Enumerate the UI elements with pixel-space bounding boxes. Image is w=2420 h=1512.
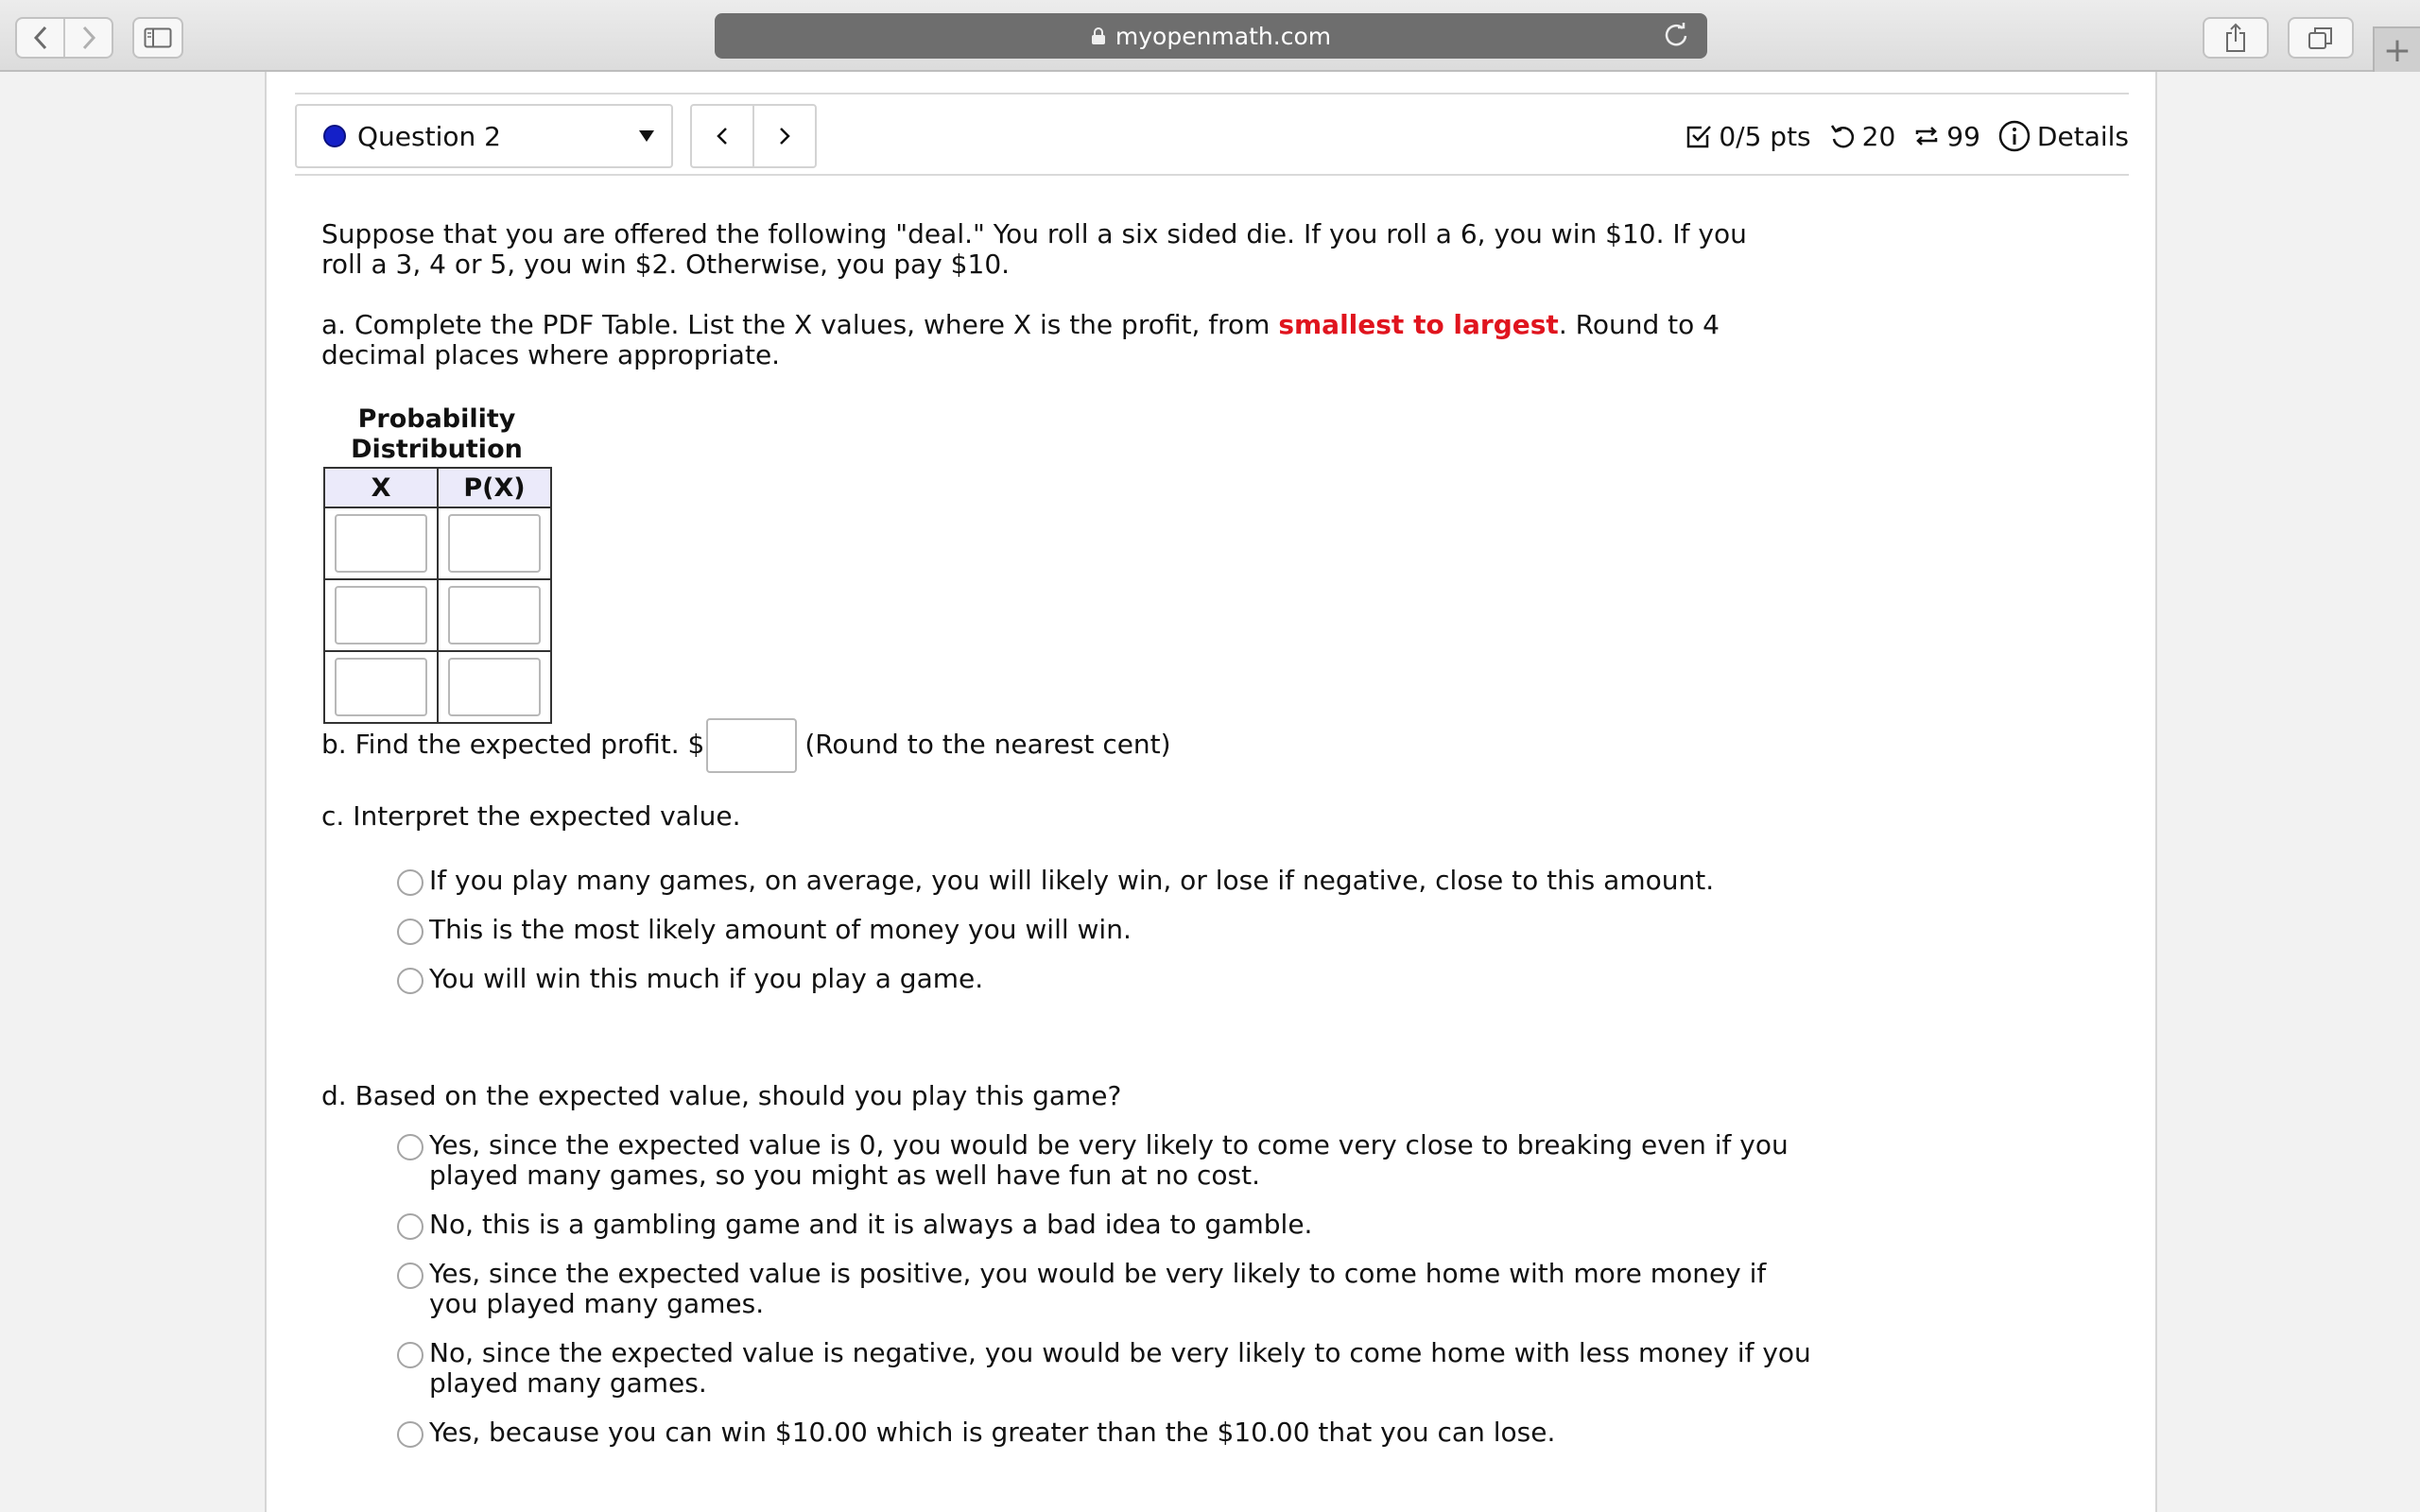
option-label: No, this is a gambling game and it is always a bad idea to gamble. bbox=[429, 1209, 1313, 1240]
x-value-input[interactable] bbox=[335, 658, 427, 716]
option-label-line-1: Yes, since the expected value is positive, you would be very likely to come home with more money if bbox=[429, 1258, 1767, 1289]
chevron-right-icon bbox=[778, 126, 791, 146]
attempts-count: 99 bbox=[1946, 120, 1980, 152]
table-row bbox=[324, 651, 551, 723]
option-label-line-2: played many games. bbox=[429, 1367, 707, 1399]
part-b-prompt bbox=[321, 716, 1171, 773]
new-tab-button[interactable]: + bbox=[2373, 26, 2420, 72]
retries-status bbox=[1828, 121, 1896, 152]
show-tabs-button[interactable] bbox=[2288, 17, 2354, 59]
table-row bbox=[324, 507, 551, 579]
details-label: Details bbox=[2036, 120, 2129, 152]
part-c-option[interactable] bbox=[397, 964, 983, 994]
dropdown-caret-icon bbox=[639, 130, 654, 142]
history-nav bbox=[15, 17, 113, 59]
option-label: You will win this much if you play a game. bbox=[429, 963, 984, 994]
question-pager bbox=[690, 104, 817, 168]
info-icon bbox=[1997, 119, 2031, 153]
x-value-input[interactable] bbox=[335, 514, 427, 573]
probability-input[interactable] bbox=[448, 658, 541, 716]
undo-icon bbox=[1828, 122, 1857, 150]
attempts-status bbox=[1912, 121, 1980, 152]
intro-line-1: Suppose that you are offered the following "deal." You roll a six sided die. If you roll a 6, you win $10. If you bbox=[321, 218, 1747, 249]
repeat-icon bbox=[1912, 122, 1941, 150]
probability-input[interactable] bbox=[448, 514, 541, 573]
question-content bbox=[295, 93, 2129, 1448]
question-status-dot bbox=[323, 125, 346, 147]
option-label-line-2: you played many games. bbox=[429, 1288, 765, 1319]
option-label bbox=[429, 1338, 1811, 1399]
part-b-hint: (Round to the nearest cent) bbox=[804, 729, 1171, 760]
option-label-line-1: Yes, since the expected value is 0, you would be very likely to come very close to breaking even if you bbox=[429, 1129, 1789, 1160]
radio-button[interactable] bbox=[397, 869, 424, 896]
share-button[interactable] bbox=[2203, 17, 2269, 59]
expected-profit-input[interactable] bbox=[706, 718, 797, 773]
part-b-text: b. Find the expected profit. $ bbox=[321, 729, 705, 760]
option-label-line-1: No, since the expected value is negative, you would be very likely to come home with less money if you bbox=[429, 1337, 1811, 1368]
part-a-text: a. Complete the PDF Table. List the X values, where X is the profit, from bbox=[321, 309, 1279, 340]
part-d-option[interactable] bbox=[397, 1418, 1555, 1448]
next-question-button[interactable] bbox=[752, 106, 815, 166]
part-a-prompt bbox=[321, 310, 1720, 370]
browser-toolbar bbox=[0, 0, 2420, 72]
part-d-option[interactable] bbox=[397, 1338, 1811, 1399]
assessment-page bbox=[265, 72, 2157, 1512]
tabs-overview-icon bbox=[2308, 26, 2334, 50]
reload-icon bbox=[1662, 21, 1690, 49]
reload-button[interactable] bbox=[1662, 21, 1690, 55]
part-c-option[interactable] bbox=[397, 866, 1714, 896]
part-a-line-2: decimal places where appropriate. bbox=[321, 339, 781, 370]
table-header-row bbox=[324, 468, 551, 507]
question-stats bbox=[1668, 117, 2129, 155]
intro-line-2: roll a 3, 4 or 5, you win $2. Otherwise, you pay $10. bbox=[321, 249, 1011, 280]
question-select-label: Question 2 bbox=[357, 120, 501, 152]
sidebar-icon bbox=[144, 27, 172, 48]
column-header-x: X bbox=[324, 468, 438, 507]
part-d-option[interactable] bbox=[397, 1210, 1312, 1240]
part-c-option[interactable] bbox=[397, 915, 1132, 945]
radio-button[interactable] bbox=[397, 1263, 424, 1289]
radio-button[interactable] bbox=[397, 1342, 424, 1368]
radio-button[interactable] bbox=[397, 1134, 424, 1160]
part-d-prompt: d. Based on the expected value, should you play this game? bbox=[321, 1080, 1122, 1111]
table-caption-line-1: Probability bbox=[357, 404, 516, 434]
forward-button[interactable] bbox=[63, 19, 112, 57]
checkbox-icon bbox=[1685, 122, 1713, 150]
question-select[interactable] bbox=[295, 104, 673, 168]
option-label: If you play many games, on average, you will likely win, or lose if negative, close to this amount. bbox=[429, 865, 1715, 896]
radio-button[interactable] bbox=[397, 919, 424, 945]
probability-table bbox=[323, 467, 552, 724]
x-value-input[interactable] bbox=[335, 586, 427, 644]
lock-icon bbox=[1091, 26, 1106, 45]
option-label: This is the most likely amount of money you will win. bbox=[429, 914, 1132, 945]
chevron-right-icon bbox=[81, 26, 96, 50]
points-text: 0/5 pts bbox=[1719, 120, 1811, 152]
share-icon bbox=[2224, 23, 2247, 53]
part-d-option[interactable] bbox=[397, 1130, 1789, 1191]
part-a-highlight: smallest to largest bbox=[1278, 309, 1559, 340]
option-label bbox=[429, 1259, 1766, 1319]
option-label: Yes, because you can win $10.00 which is greater than the $10.00 that you can lose. bbox=[429, 1417, 1556, 1448]
address-url: myopenmath.com bbox=[1115, 22, 1332, 50]
details-button[interactable] bbox=[1997, 119, 2129, 153]
back-button[interactable] bbox=[17, 19, 63, 57]
part-d-option[interactable] bbox=[397, 1259, 1766, 1319]
chevron-left-icon bbox=[33, 26, 48, 50]
column-header-px: P(X) bbox=[438, 468, 551, 507]
part-a-text-end: . Round to 4 bbox=[1558, 309, 1720, 340]
option-label-line-2: played many games, so you might as well have fun at no cost. bbox=[429, 1160, 1260, 1191]
chevron-left-icon bbox=[716, 126, 729, 146]
question-nav-bar bbox=[295, 93, 2129, 176]
part-c-prompt: c. Interpret the expected value. bbox=[321, 800, 741, 832]
option-label bbox=[429, 1130, 1789, 1191]
table-caption-line-2: Distribution bbox=[351, 435, 523, 464]
previous-question-button[interactable] bbox=[692, 106, 752, 166]
radio-button[interactable] bbox=[397, 968, 424, 994]
radio-button[interactable] bbox=[397, 1213, 424, 1240]
probability-input[interactable] bbox=[448, 586, 541, 644]
retries-count: 20 bbox=[1861, 120, 1896, 152]
radio-button[interactable] bbox=[397, 1421, 424, 1448]
sidebar-toggle-button[interactable] bbox=[132, 17, 183, 59]
address-bar[interactable] bbox=[715, 13, 1707, 59]
points-status bbox=[1685, 121, 1810, 152]
table-row bbox=[324, 579, 551, 651]
question-intro bbox=[321, 219, 1747, 280]
